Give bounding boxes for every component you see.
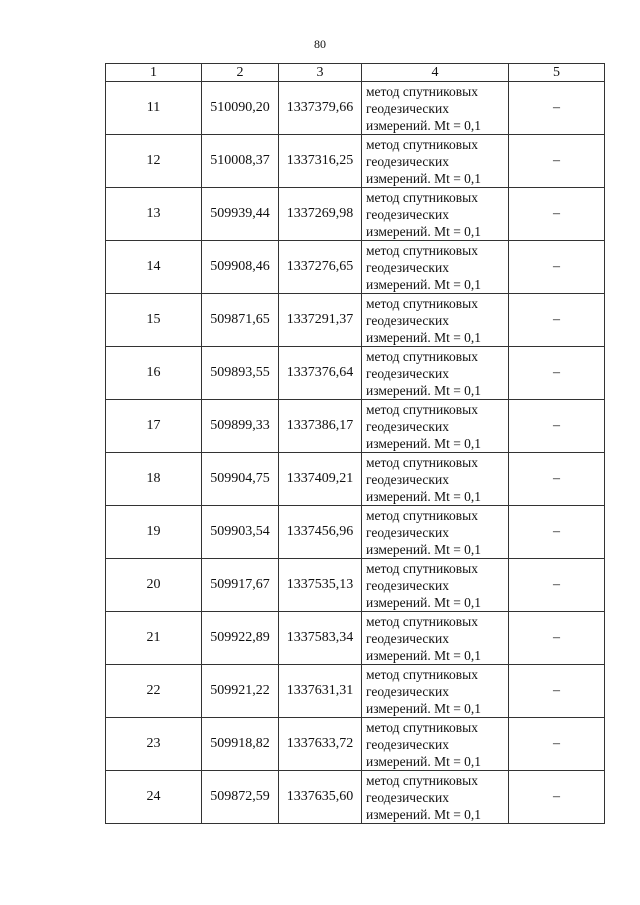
y-coordinate-cell: 1337386,17 (279, 400, 362, 453)
y-coordinate-cell: 1337269,98 (279, 188, 362, 241)
x-coordinate-cell: 509899,33 (202, 400, 279, 453)
method-text-line: измерений. Mt = 0,1 (366, 753, 482, 769)
point-number-cell: 17 (106, 400, 202, 453)
method-cell (362, 135, 509, 188)
method-cell (362, 347, 509, 400)
y-coordinate-cell: 1337633,72 (279, 718, 362, 771)
method-text-line: измерений. Mt = 0,1 (366, 594, 482, 610)
table-row (106, 718, 605, 771)
x-coordinate-cell: 510090,20 (202, 82, 279, 135)
point-number-cell: 16 (106, 347, 202, 400)
table-row (106, 294, 605, 347)
method-text-line: геодезических (366, 100, 449, 116)
y-coordinate-cell: 1337583,34 (279, 612, 362, 665)
table-row (106, 188, 605, 241)
method-text-line: метод спутниковых (366, 666, 478, 682)
x-coordinate-cell: 509871,65 (202, 294, 279, 347)
method-cell (362, 665, 509, 718)
method-text-line: измерений. Mt = 0,1 (366, 435, 482, 451)
note-cell: – (509, 82, 605, 135)
note-cell: – (509, 347, 605, 400)
table-body (106, 82, 605, 824)
method-text-line: геодезических (366, 683, 449, 699)
table-row (106, 771, 605, 824)
column-header-5: 5 (509, 64, 605, 82)
column-header-2: 2 (202, 64, 279, 82)
method-text-line: измерений. Mt = 0,1 (366, 700, 482, 716)
y-coordinate-cell: 1337376,64 (279, 347, 362, 400)
y-coordinate-cell: 1337456,96 (279, 506, 362, 559)
x-coordinate-cell: 509893,55 (202, 347, 279, 400)
point-number-cell: 18 (106, 453, 202, 506)
method-cell (362, 294, 509, 347)
method-text-line: геодезических (366, 206, 449, 222)
x-coordinate-cell: 509917,67 (202, 559, 279, 612)
x-coordinate-cell: 509872,59 (202, 771, 279, 824)
column-header-3: 3 (279, 64, 362, 82)
point-number-cell: 11 (106, 82, 202, 135)
method-cell (362, 559, 509, 612)
method-cell (362, 771, 509, 824)
y-coordinate-cell: 1337409,21 (279, 453, 362, 506)
method-text-line: измерений. Mt = 0,1 (366, 541, 482, 557)
note-cell: – (509, 135, 605, 188)
method-text-line: метод спутниковых (366, 348, 478, 364)
column-header-1: 1 (106, 64, 202, 82)
method-text-line: измерений. Mt = 0,1 (366, 647, 482, 663)
page-number: 80 (314, 37, 326, 51)
note-cell: – (509, 294, 605, 347)
method-cell (362, 506, 509, 559)
y-coordinate-cell: 1337291,37 (279, 294, 362, 347)
method-cell (362, 612, 509, 665)
note-cell: – (509, 241, 605, 294)
method-text-line: измерений. Mt = 0,1 (366, 382, 482, 398)
y-coordinate-cell: 1337635,60 (279, 771, 362, 824)
method-text-line: измерений. Mt = 0,1 (366, 488, 482, 504)
note-cell: – (509, 506, 605, 559)
table-row (106, 612, 605, 665)
note-cell: – (509, 771, 605, 824)
point-number-cell: 23 (106, 718, 202, 771)
table-row (106, 453, 605, 506)
method-cell (362, 453, 509, 506)
table-header-row (106, 64, 605, 82)
method-text-line: метод спутниковых (366, 189, 478, 205)
x-coordinate-cell: 509922,89 (202, 612, 279, 665)
method-text-line: метод спутниковых (366, 83, 478, 99)
point-number-cell: 21 (106, 612, 202, 665)
table-row (106, 82, 605, 135)
method-text-line: метод спутниковых (366, 560, 478, 576)
point-number-cell: 12 (106, 135, 202, 188)
method-text-line: метод спутниковых (366, 454, 478, 470)
note-cell: – (509, 453, 605, 506)
method-text-line: геодезических (366, 312, 449, 328)
method-text-line: измерений. Mt = 0,1 (366, 170, 482, 186)
method-text-line: измерений. Mt = 0,1 (366, 806, 482, 822)
note-cell: – (509, 400, 605, 453)
point-number-cell: 19 (106, 506, 202, 559)
x-coordinate-cell: 509939,44 (202, 188, 279, 241)
point-number-cell: 24 (106, 771, 202, 824)
y-coordinate-cell: 1337316,25 (279, 135, 362, 188)
point-number-cell: 14 (106, 241, 202, 294)
table-row (106, 559, 605, 612)
method-text-line: геодезических (366, 418, 449, 434)
method-text-line: геодезических (366, 789, 449, 805)
y-coordinate-cell: 1337535,13 (279, 559, 362, 612)
x-coordinate-cell: 509908,46 (202, 241, 279, 294)
table-row (106, 665, 605, 718)
y-coordinate-cell: 1337379,66 (279, 82, 362, 135)
method-cell (362, 241, 509, 294)
note-cell: – (509, 612, 605, 665)
table-row (106, 347, 605, 400)
method-text-line: метод спутниковых (366, 719, 478, 735)
table-row (106, 135, 605, 188)
point-number-cell: 22 (106, 665, 202, 718)
method-text-line: метод спутниковых (366, 401, 478, 417)
x-coordinate-cell: 509904,75 (202, 453, 279, 506)
x-coordinate-cell: 509903,54 (202, 506, 279, 559)
method-text-line: измерений. Mt = 0,1 (366, 223, 482, 239)
y-coordinate-cell: 1337631,31 (279, 665, 362, 718)
coordinates-table (105, 63, 605, 824)
method-text-line: метод спутниковых (366, 613, 478, 629)
y-coordinate-cell: 1337276,65 (279, 241, 362, 294)
note-cell: – (509, 718, 605, 771)
method-text-line: метод спутниковых (366, 242, 478, 258)
table-row (106, 400, 605, 453)
note-cell: – (509, 188, 605, 241)
method-text-line: геодезических (366, 153, 449, 169)
method-text-line: геодезических (366, 471, 449, 487)
method-text-line: измерений. Mt = 0,1 (366, 117, 482, 133)
method-cell (362, 188, 509, 241)
point-number-cell: 20 (106, 559, 202, 612)
method-text-line: геодезических (366, 259, 449, 275)
column-header-4: 4 (362, 64, 509, 82)
note-cell: – (509, 559, 605, 612)
x-coordinate-cell: 509921,22 (202, 665, 279, 718)
x-coordinate-cell: 510008,37 (202, 135, 279, 188)
method-text-line: геодезических (366, 365, 449, 381)
method-cell (362, 400, 509, 453)
method-text-line: геодезических (366, 630, 449, 646)
method-text-line: метод спутниковых (366, 507, 478, 523)
method-text-line: геодезических (366, 577, 449, 593)
point-number-cell: 15 (106, 294, 202, 347)
point-number-cell: 13 (106, 188, 202, 241)
note-cell: – (509, 665, 605, 718)
method-cell (362, 718, 509, 771)
method-text-line: метод спутниковых (366, 295, 478, 311)
method-cell (362, 82, 509, 135)
table-row (106, 241, 605, 294)
method-text-line: геодезических (366, 736, 449, 752)
method-text-line: измерений. Mt = 0,1 (366, 276, 482, 292)
method-text-line: геодезических (366, 524, 449, 540)
method-text-line: измерений. Mt = 0,1 (366, 329, 482, 345)
method-text-line: метод спутниковых (366, 772, 478, 788)
table-row (106, 506, 605, 559)
x-coordinate-cell: 509918,82 (202, 718, 279, 771)
method-text-line: метод спутниковых (366, 136, 478, 152)
